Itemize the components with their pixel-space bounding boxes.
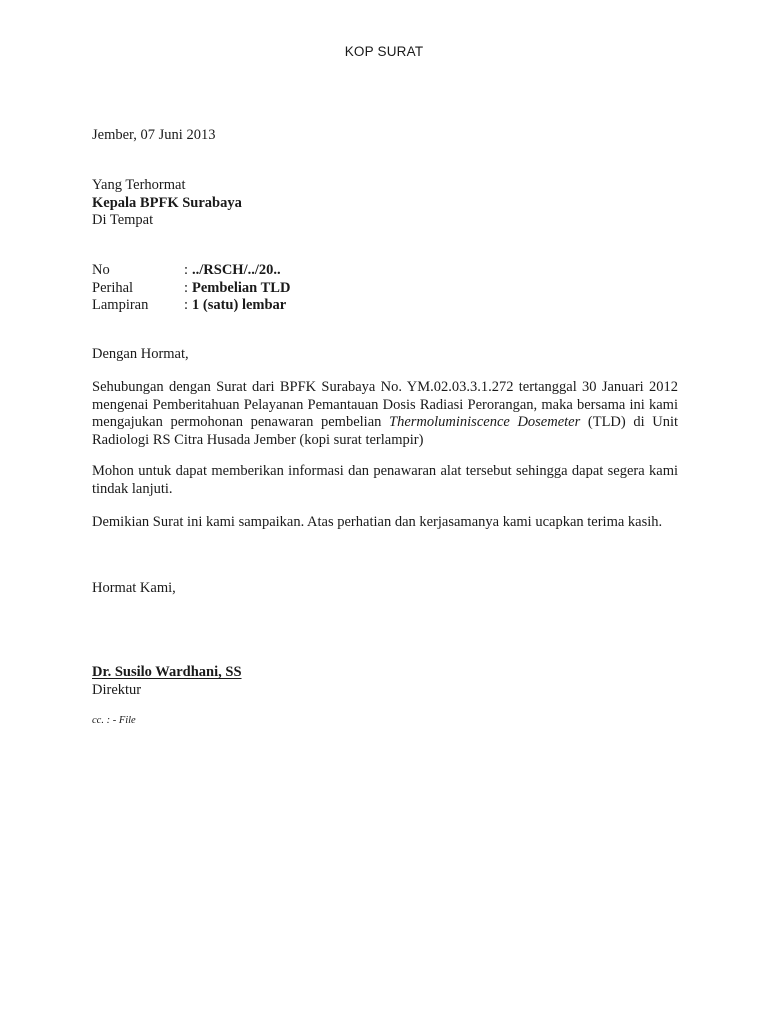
place-date: Jember, 07 Juni 2013 [92,127,216,143]
letterhead: KOP SURAT [344,44,424,59]
meta-label: Lampiran [92,297,149,313]
recipient-greeting: Yang Terhormat [92,177,186,193]
meta-separator: : [184,297,189,313]
paragraph-italic-term: Thermoluminiscence Dosemeter [389,414,581,430]
meta-separator: : [184,262,189,278]
signer-title: Direktur [92,681,142,698]
meta-row-number [92,262,678,280]
body-paragraph-3: Demikian Surat ini kami sampaikan. Atas perhatian dan kerjasamanya kami ucapkan terima kasih. [92,514,663,530]
recipient-name: Kepala BPFK Surabaya [92,194,242,211]
carbon-copy: cc. : - File [92,715,136,726]
paragraph-text: Sehubungan dengan Surat dari BPFK Surabaya No. YM.02.03.3.1.272 tertanggal 30 Januari 2012 mengenai Pemberitahuan Pelayanan Pemantauan Dosis Radiasi Perorangan, maka bersama ini kami mengajukan permohonan penawaran pembelian [92,379,678,430]
meta-row-subject [92,280,678,298]
signer-name: Dr. Susilo Wardhani, SS [92,664,242,680]
recipient-location: Di Tempat [92,212,154,228]
meta-label: Perihal [92,279,134,296]
meta-row-attachment [92,297,678,315]
body-paragraph-1 [92,379,678,449]
letter-meta [92,262,678,315]
meta-value: Pembelian TLD [192,279,291,296]
closing: Hormat Kami, [92,580,176,596]
recipient-block [92,177,678,230]
meta-label: No [92,262,110,278]
salutation: Dengan Hormat, [92,346,189,362]
body-paragraph-2: Mohon untuk dapat memberikan informasi dan penawaran alat tersebut sehingga dapat segera kami tindak lanjuti. [92,463,678,497]
signature-block [92,664,678,699]
meta-value: ../RSCH/../20.. [192,262,281,278]
meta-value: 1 (satu) lembar [192,297,287,313]
meta-separator: : [184,279,189,296]
paragraph-text: (TLD) di Unit Radiologi RS Citra Husada Jember (kopi surat terlampir) [92,414,679,448]
